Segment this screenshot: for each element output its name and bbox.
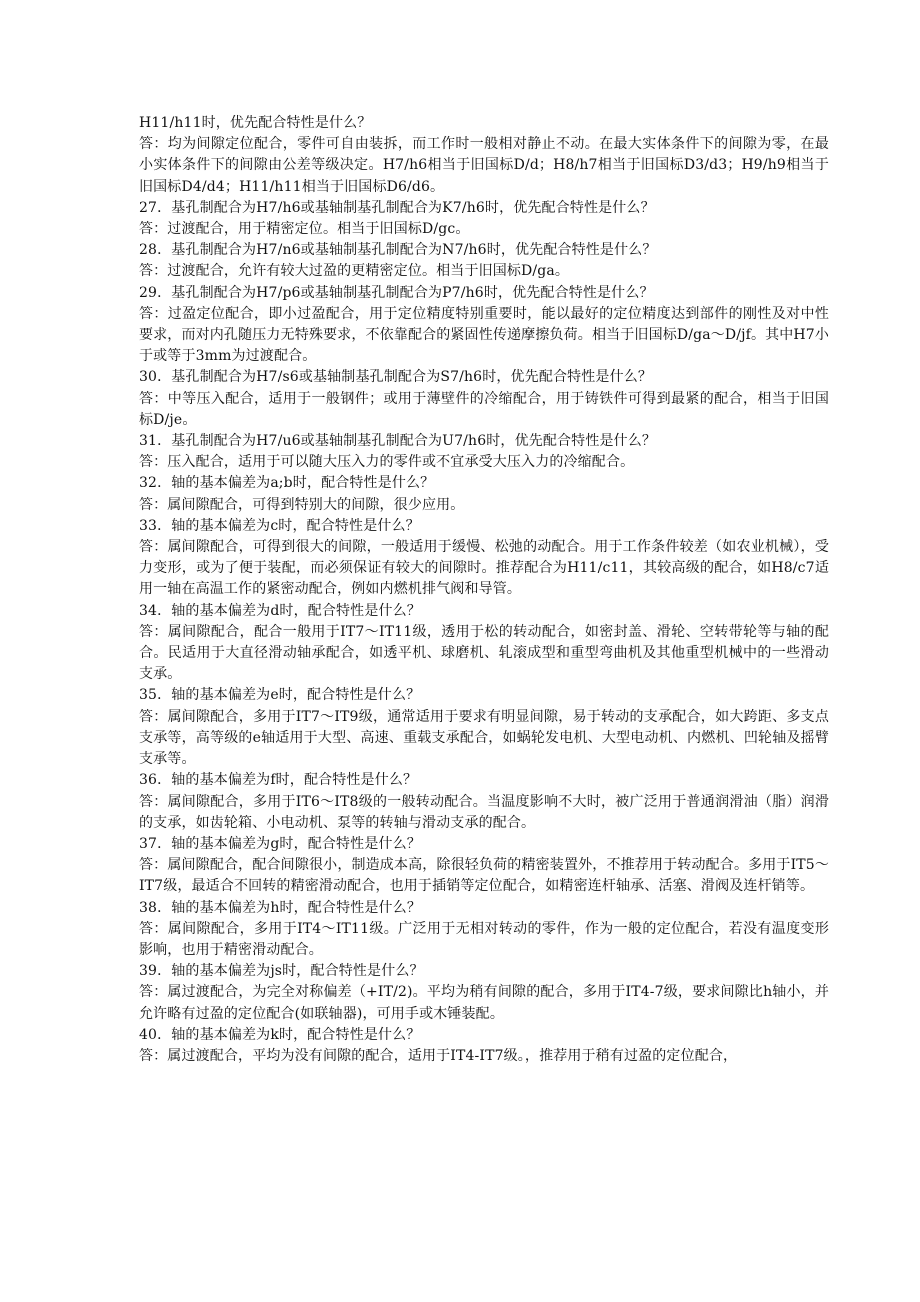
question-36: 36．轴的基本偏差为f时，配合特性是什么？ xyxy=(139,772,418,789)
question-38: 38．轴的基本偏差为h时，配合特性是什么？ xyxy=(139,899,421,916)
answer-39: 答：属过渡配合，为完全对称偏差（+IT/2)。平均为稍有间隙的配合，多用于IT4-7级，要求间隙比h轴小，并允许略有过盈的定位配合(如联轴器)，可用手或木锤装配。 xyxy=(139,984,829,1022)
answer-28: 答：过渡配合，允许有较大过盈的更精密定位。相当于旧国标D/ga。 xyxy=(139,263,570,280)
question-27: 27．基孔制配合为H7/h6或基轴制基孔制配合为K7/h6时，优先配合特性是什么？ xyxy=(139,199,655,216)
answer-33: 答：属间隙配合，可得到很大的间隙，一般适用于缓慢、松弛的动配合。用于工作条件较差（如农业机械），受力变形，或为了便于装配，而必须保证有较大的间隙时。推荐配合为H11/c11，其较高级的配合，如H8/c7适用一轴在高温工作的紧密动配合，例如内燃机排气阀和导管。 xyxy=(139,539,829,598)
answer-32: 答：属间隙配合，可得到特别大的间隙，很少应用。 xyxy=(139,496,465,513)
question-32: 32．轴的基本偏差为a;b时，配合特性是什么？ xyxy=(139,475,435,492)
answer-37: 答：属间隙配合，配合间隙很小，制造成本高，除很轻负荷的精密装置外，不推荐用于转动配合。多用于IT5～IT7级，最适合不回转的精密滑动配合，也用于插销等定位配合，如精密连杆轴承、活塞、滑阀及连杆销等。 xyxy=(139,857,829,895)
question-39: 39．轴的基本偏差为js时，配合特性是什么？ xyxy=(139,963,424,980)
question-continuation: H11/h11时，优先配合特性是什么？ xyxy=(139,115,372,131)
question-30: 30．基孔制配合为H7/s6或基轴制基孔制配合为S7/h6时，优先配合特性是什么？ xyxy=(139,369,653,386)
answer-30: 答：中等压入配合，适用于一般钢件；或用于薄壁件的冷缩配合，用于铸铁件可得到最紧的配合，相当于旧国标D/je。 xyxy=(139,390,829,428)
question-33: 33．轴的基本偏差为c时，配合特性是什么？ xyxy=(139,517,420,534)
answer-36: 答：属间隙配合，多用于IT6～IT8级的一般转动配合。当温度影响不大时，被广泛用于普通润滑油（脂）润滑的支承，如齿轮箱、小电动机、泵等的转轴与滑动支承的配合。 xyxy=(139,793,829,831)
question-35: 35．轴的基本偏差为e时，配合特性是什么？ xyxy=(139,687,421,704)
question-31: 31．基孔制配合为H7/u6或基轴制基孔制配合为U7/h6时，优先配合特性是什么？ xyxy=(139,433,657,450)
question-37: 37．轴的基本偏差为g时，配合特性是什么？ xyxy=(139,835,421,852)
question-40: 40．轴的基本偏差为k时，配合特性是什么？ xyxy=(139,1026,421,1043)
answer-40: 答：属过渡配合，平均为没有间隙的配合，适用于IT4-IT7级。，推荐用于稍有过盈的定位配合， xyxy=(139,1047,738,1064)
answer-34: 答：属间隙配合，配合一般用于IT7～IT11级，透用于松的转动配合，如密封盖、滑轮、空转带轮等与轴的配合。民适用于大直径滑动轴承配合，如透平机、球磨机、轧滚成型和重型弯曲机及其他重型机械中的一些滑动支承。 xyxy=(139,623,829,683)
document-body xyxy=(139,113,829,1067)
answer-31: 答：压入配合，适用于可以随大压入力的零件或不宜承受大压入力的冷缩配合。 xyxy=(139,454,635,471)
answer-26: 答：均为间隙定位配合，零件可自由装拆，而工作时一般相对静止不动。在最大实体条件下的间隙为零，在最小实体条件下的间隙由公差等级决定。H7/h6相当于旧国标D/d；H8/h7相当于旧国标D3/d3；H9/h9相当于旧国标D4/d4；H11/h11相当于旧国标D6/d6。 xyxy=(139,136,829,195)
answer-27: 答：过渡配合，用于精密定位。相当于旧国标D/gc。 xyxy=(139,221,470,238)
question-28: 28．基孔制配合为H7/n6或基轴制基孔制配合为N7/h6时，优先配合特性是什么？ xyxy=(139,242,657,259)
answer-38: 答：属间隙配合，多用于IT4～IT11级。广泛用于无相对转动的零件，作为一般的定位配合，若没有温度变形影响，也用于精密滑动配合。 xyxy=(139,920,829,958)
answer-29: 答：过盈定位配合，即小过盈配合，用于定位精度特别重要时，能以最好的定位精度达到部件的刚性及对中性要求，而对内孔随压力无特殊要求，不依靠配合的紧固性传递摩擦负荷。相当于旧国标D/ga～D/jf。其中H7小于或等于3mm为过渡配合。 xyxy=(139,305,829,365)
question-29: 29．基孔制配合为H7/p6或基轴制基孔制配合为P7/h6时，优先配合特性是什么？ xyxy=(139,284,654,301)
question-34: 34．轴的基本偏差为d时，配合特性是什么？ xyxy=(139,602,421,619)
answer-35: 答：属间隙配合，多用于IT7～IT9级，通常适用于要求有明显间隙，易于转动的支承配合，如大跨距、多支点支承等，高等级的e轴适用于大型、高速、重载支承配合，如蜗轮发电机、大型电动机、内燃机、凹轮轴及摇臂支承等。 xyxy=(139,708,829,768)
